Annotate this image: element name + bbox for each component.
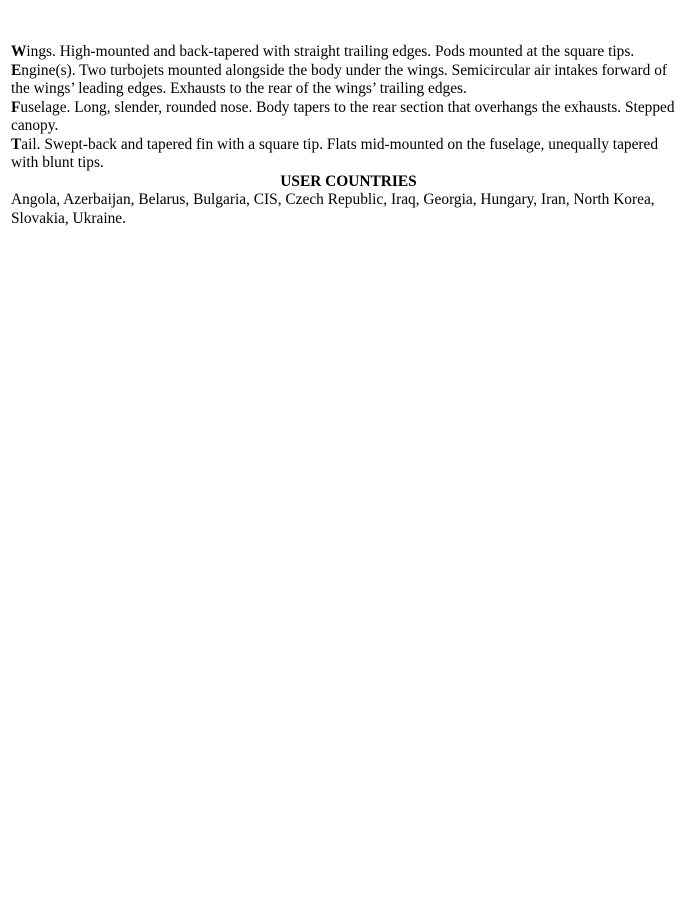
paragraph-tail bbox=[11, 136, 686, 173]
paragraph-wings bbox=[11, 43, 686, 62]
paragraph-text: uselage. Long, slender, rounded nose. Body tapers to the rear section that overhangs the exhausts. Stepped canopy. bbox=[11, 98, 675, 134]
section-heading-user-countries: USER COUNTRIES bbox=[280, 172, 417, 190]
paragraph-text: ings. High-mounted and back-tapered with straight trailing edges. Pods mounted at the square tips. bbox=[26, 43, 635, 60]
paragraph-lead-letter: T bbox=[11, 135, 22, 153]
paragraph-fuselage bbox=[11, 99, 686, 136]
paragraph-lead-letter: W bbox=[11, 43, 27, 60]
paragraph-text: ail. Swept-back and tapered fin with a square tip. Flats mid-mounted on the fuselage, unequally tapered with blunt tips. bbox=[11, 135, 659, 171]
paragraph-text: ngine(s). Two turbojets mounted alongside the body under the wings. Semicircular air intakes forward of the wings’ leading edges. Exhausts to the rear of the wings’ trailing edges. bbox=[11, 61, 668, 97]
user-countries-list: Angola, Azerbaijan, Belarus, Bulgaria, CIS, Czech Republic, Iraq, Georgia, Hungary, Iran, North Korea, Slovakia, Ukraine. bbox=[11, 191, 655, 227]
paragraph-lead-letter: E bbox=[11, 61, 22, 79]
paragraph-engines bbox=[11, 62, 686, 99]
paragraph-lead-letter: F bbox=[11, 98, 21, 116]
document-body bbox=[11, 43, 686, 228]
